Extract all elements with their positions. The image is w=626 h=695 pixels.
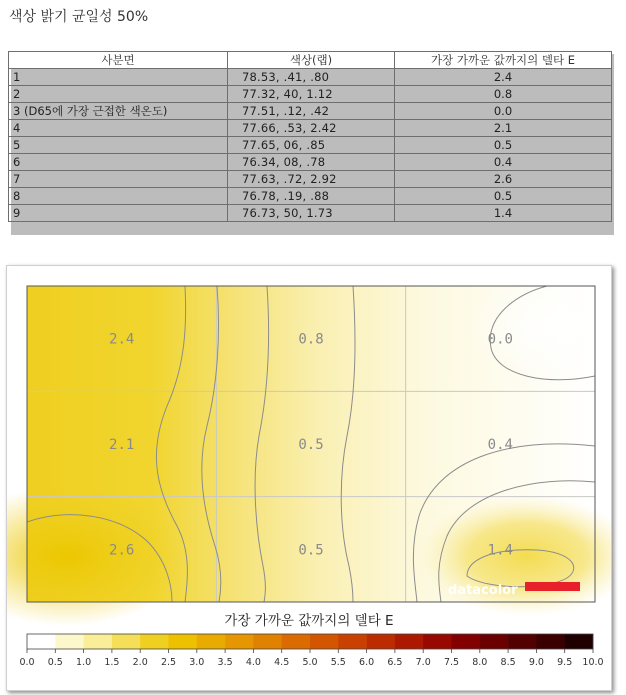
lab-cell: 77.32, 40, 1.12 — [228, 86, 395, 103]
quadrant-cell: 6 — [9, 154, 228, 171]
table-row — [9, 188, 612, 205]
colorbar-tick-label: 5.5 — [330, 657, 346, 668]
heatmap-cell-label: 0.0 — [487, 331, 513, 348]
colorbar-tick-label: 8.5 — [500, 657, 516, 668]
quadrant-cell: 5 — [9, 137, 228, 154]
heatmap-cell-label: 2.1 — [109, 437, 135, 453]
colorbar-swatch — [367, 634, 396, 649]
quadrant-cell: 4 — [9, 120, 228, 137]
uniformity-heatmap — [7, 266, 611, 690]
delta-e-cell: 0.4 — [395, 154, 612, 171]
colorbar-swatch — [253, 634, 282, 649]
lab-cell: 77.63, .72, 2.92 — [228, 171, 395, 188]
colorbar-tick-label: 8.0 — [472, 657, 488, 668]
colorbar-tick-label: 0.5 — [47, 657, 63, 668]
lab-cell: 78.53, .41, .80 — [228, 69, 395, 86]
header-delta-e: 가장 가까운 값까지의 델타 E — [395, 52, 612, 69]
table-row — [9, 69, 612, 86]
header-lab-color: 색상(랩) — [228, 52, 395, 69]
table-row — [9, 171, 612, 188]
quadrant-cell: 3 (D65에 가장 근접한 색온도) — [9, 103, 228, 120]
colorbar-tick-label: 5.0 — [302, 657, 318, 668]
colorbar-swatch — [197, 634, 226, 649]
colorbar-swatch — [169, 634, 198, 649]
logo-bar — [525, 582, 580, 591]
page-title: 색상 밝기 균일성 50% — [9, 9, 149, 25]
colorbar-tick-label: 9.5 — [557, 657, 573, 668]
table-row — [9, 137, 612, 154]
lab-cell: 77.66, .53, 2.42 — [228, 120, 395, 137]
colorbar-swatch — [480, 634, 509, 649]
colorbar-swatch — [84, 634, 113, 649]
colorbar-tick-label: 4.0 — [245, 657, 261, 668]
quadrant-cell: 8 — [9, 188, 228, 205]
uniformity-chart-panel — [6, 265, 612, 691]
colorbar-swatch — [282, 634, 311, 649]
colorbar-swatch — [27, 634, 56, 649]
colorbar-tick-label: 6.0 — [359, 657, 375, 668]
delta-e-cell: 2.6 — [395, 171, 612, 188]
table-row — [9, 205, 612, 222]
lab-cell: 76.73, 50, 1.73 — [228, 205, 395, 222]
colorbar-swatch — [112, 634, 141, 649]
delta-e-cell: 0.0 — [395, 103, 612, 120]
heatmap-cell-label: 0.4 — [487, 437, 513, 453]
colorbar-tick-label: 3.0 — [189, 657, 205, 668]
table-row — [9, 120, 612, 137]
lab-cell: 77.51, .12, .42 — [228, 103, 395, 120]
colorbar-tick-label: 0.0 — [19, 657, 35, 668]
lab-cell: 77.65, 06, .85 — [228, 137, 395, 154]
colorbar-tick-label: 7.0 — [415, 657, 431, 668]
colorbar-swatch — [565, 634, 594, 649]
table-row — [9, 103, 612, 120]
colorbar — [19, 634, 603, 668]
delta-e-cell: 2.4 — [395, 69, 612, 86]
colorbar-tick-label: 9.0 — [528, 657, 544, 668]
quadrant-cell: 9 — [9, 205, 228, 222]
colorbar-tick-label: 3.5 — [217, 657, 233, 668]
header-quadrant: 사분면 — [9, 52, 228, 69]
heatmap-cell-label: 0.5 — [298, 542, 324, 559]
colorbar-swatch — [55, 634, 84, 649]
table-header-row — [9, 52, 612, 69]
logo-text: datacolor — [448, 583, 518, 598]
colorbar-tick-label: 7.5 — [443, 657, 460, 668]
quadrant-cell: 7 — [9, 171, 228, 188]
colorbar-swatch — [452, 634, 481, 649]
delta-e-cell: 1.4 — [395, 205, 612, 222]
colorbar-tick-label: 6.5 — [387, 657, 403, 668]
colorbar-tick-label: 2.0 — [132, 657, 148, 668]
colorbar-swatch — [423, 634, 452, 649]
quadrant-cell: 2 — [9, 86, 228, 103]
heatmap-cell-label: 0.5 — [298, 437, 324, 453]
colorbar-title: 가장 가까운 값까지의 델타 E — [224, 613, 394, 629]
lab-cell: 76.78, .19, .88 — [228, 188, 395, 205]
table-row — [9, 86, 612, 103]
colorbar-swatch — [338, 634, 367, 649]
heatmap-cell-label: 2.4 — [109, 331, 135, 348]
colorbar-tick-label: 1.0 — [76, 657, 92, 668]
colorbar-tick-label: 1.5 — [104, 657, 120, 668]
colorbar-swatch — [140, 634, 169, 649]
colorbar-swatch — [310, 634, 339, 649]
delta-e-table — [8, 51, 612, 222]
colorbar-tick-label: 10.0 — [582, 657, 604, 668]
heatmap-cell-label: 2.6 — [109, 542, 135, 559]
heatmap-cell-label: 0.8 — [298, 331, 324, 348]
colorbar-swatch — [508, 634, 537, 649]
colorbar-tick-label: 4.5 — [274, 657, 290, 668]
delta-e-cell: 2.1 — [395, 120, 612, 137]
table-row — [9, 154, 612, 171]
colorbar-swatch — [536, 634, 565, 649]
colorbar-tick-label: 2.5 — [160, 657, 177, 668]
heatmap-cell-label: 1.4 — [487, 542, 513, 559]
colorbar-swatch — [225, 634, 254, 649]
delta-e-cell: 0.8 — [395, 86, 612, 103]
quadrant-cell: 1 — [9, 69, 228, 86]
lab-cell: 76.34, 08, .78 — [228, 154, 395, 171]
delta-e-cell: 0.5 — [395, 188, 612, 205]
delta-e-cell: 0.5 — [395, 137, 612, 154]
colorbar-swatch — [395, 634, 424, 649]
